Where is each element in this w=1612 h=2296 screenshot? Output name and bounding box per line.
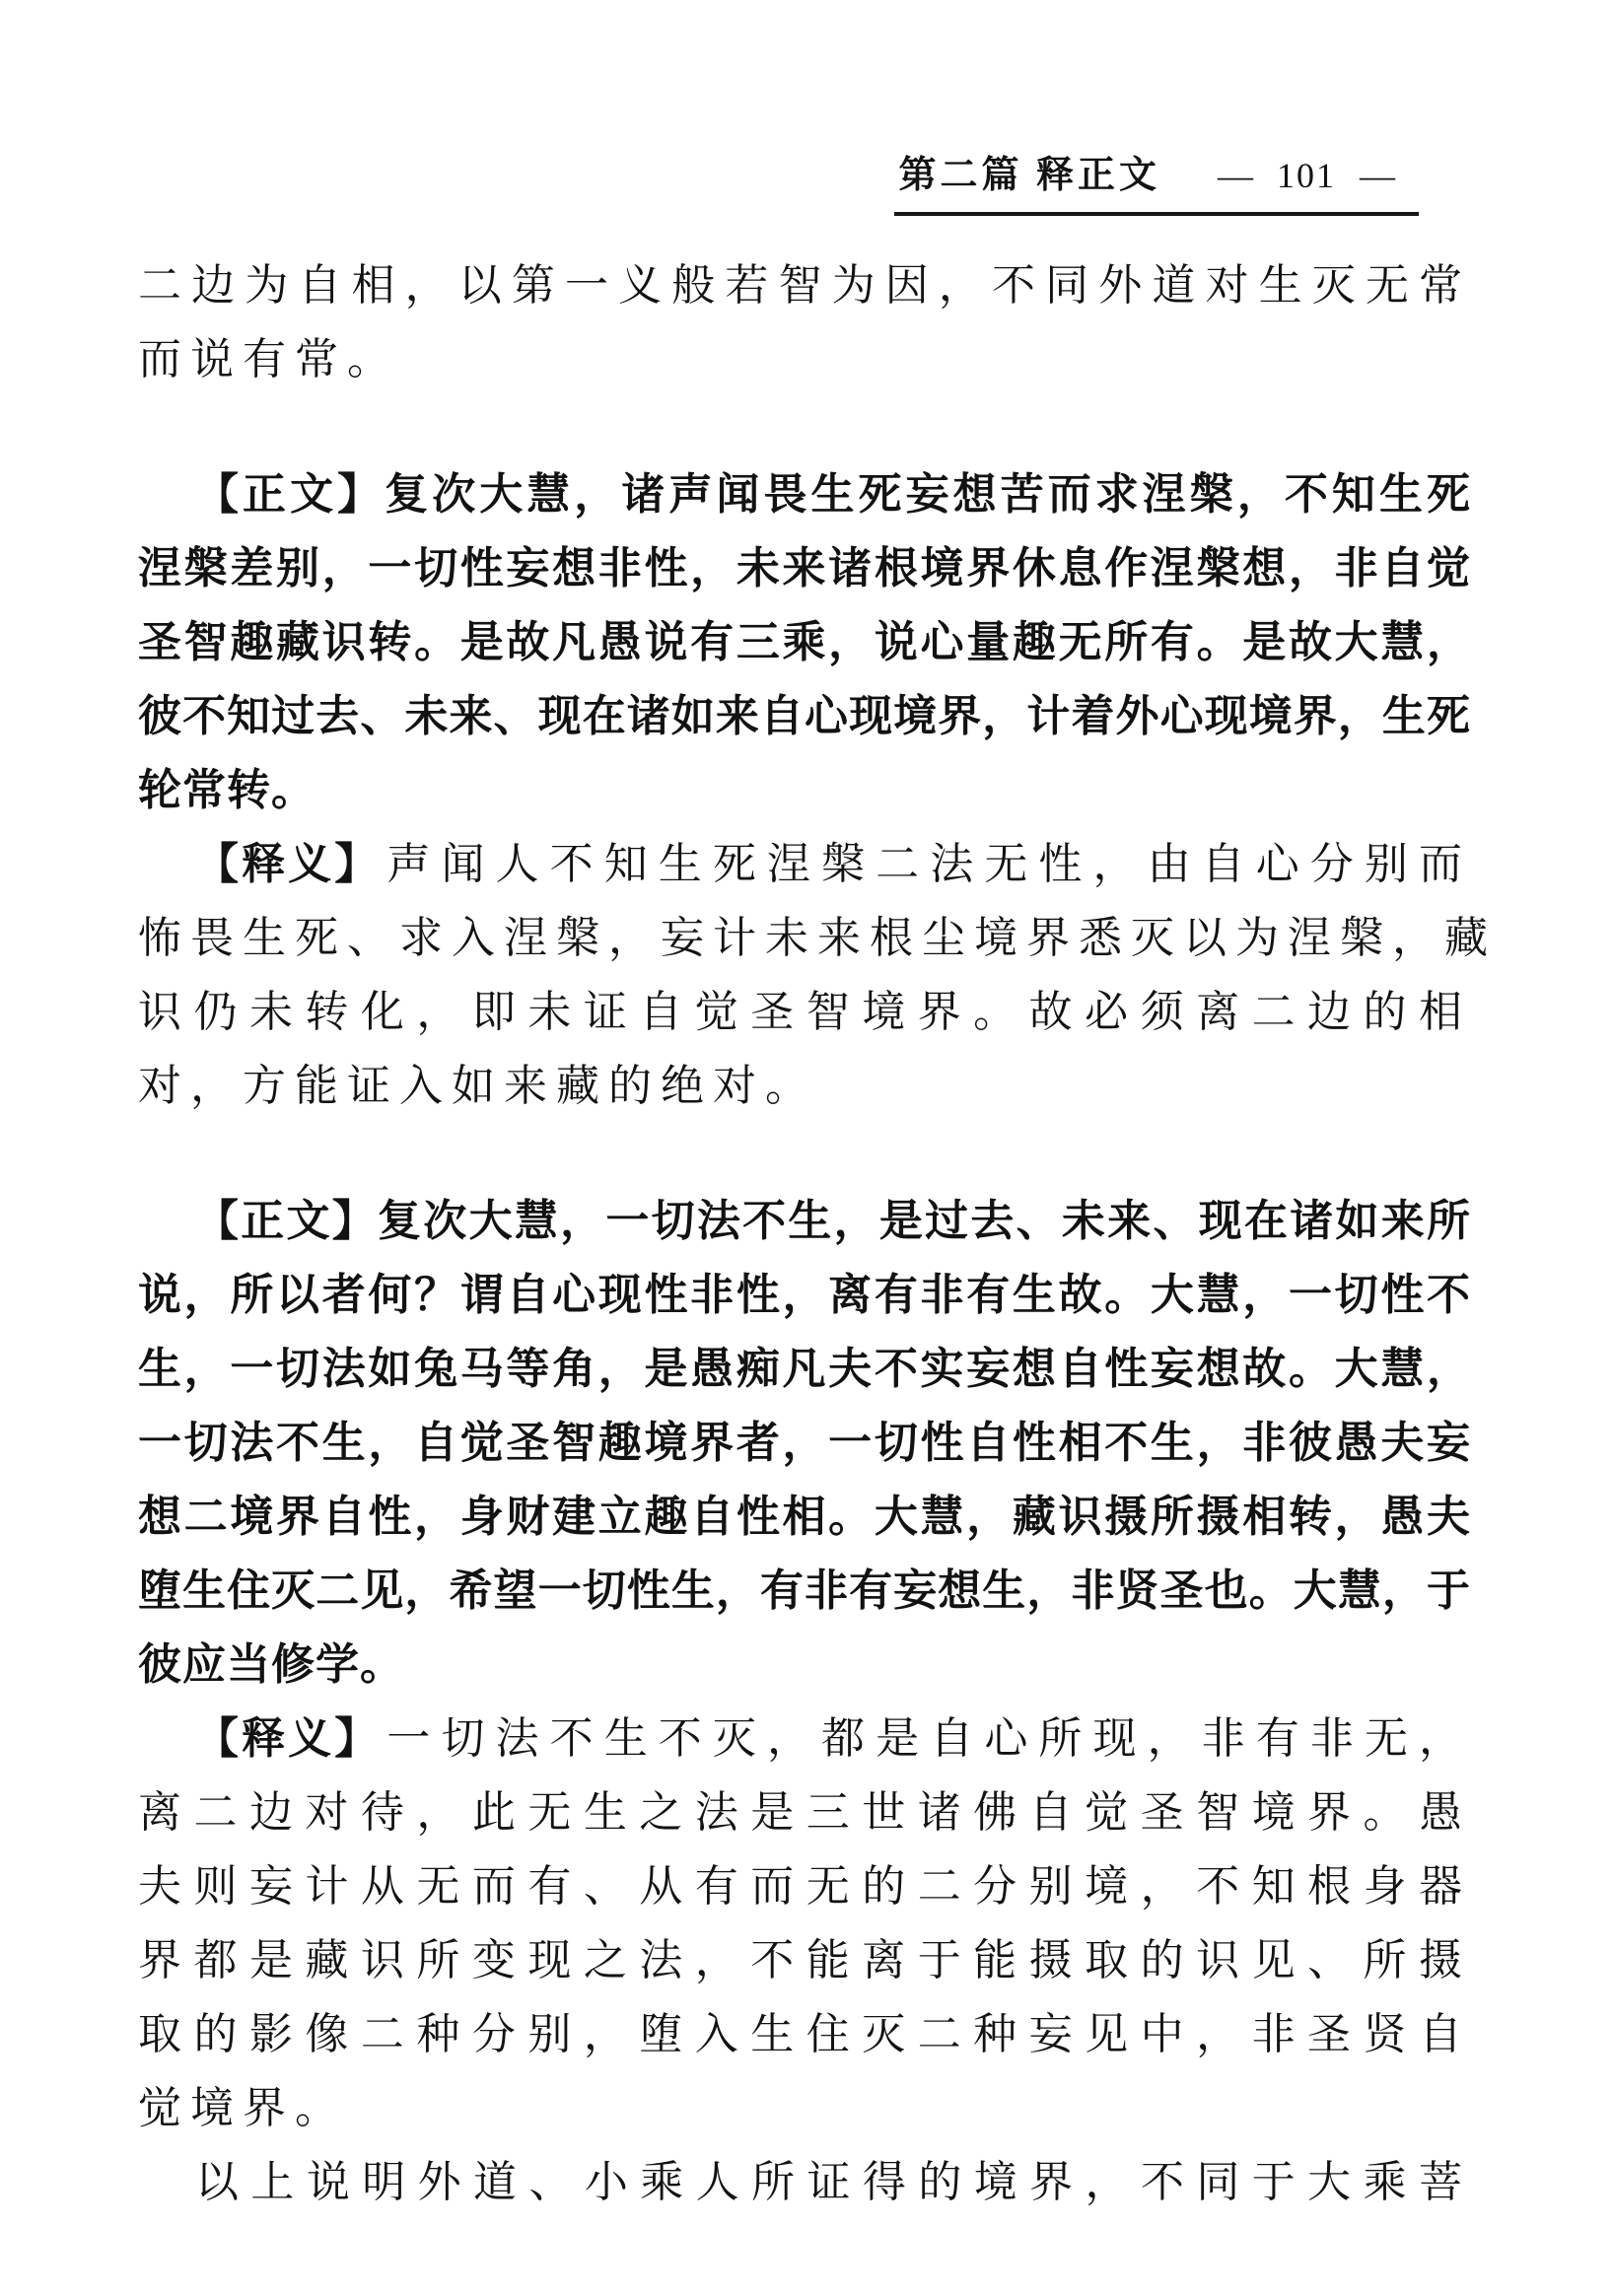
text-line-content: 觉境界。 (138, 2084, 347, 2132)
text-line-content: 涅槃差别，一切性妄想非性，未来诸根境界休息作涅槃想，非自觉 (138, 544, 1471, 592)
text-line (138, 1480, 1471, 1554)
text-line (138, 679, 1471, 753)
text-line (138, 1332, 1471, 1406)
text-line-content: 识仍未转化，即未证自觉圣智境界。故必须离二边的相 (138, 988, 1471, 1036)
text-line (138, 531, 1471, 605)
text-line-content: 离二边对待，此无生之法是三世诸佛自觉圣智境界。愚 (138, 1788, 1471, 1837)
text-line-content: 复次大慧，一切法不生，是过去、未来、现在诸如来所 (378, 1197, 1472, 1245)
text-line (138, 827, 1471, 901)
text-body (138, 248, 1497, 2219)
text-line (138, 322, 1471, 396)
text-line (138, 1775, 1471, 1849)
text-line (138, 2071, 1471, 2145)
running-header (894, 144, 1419, 216)
text-line (138, 248, 1471, 322)
paragraph-label: 【正文】 (195, 470, 385, 519)
text-line-content: 圣智趣藏识转。是故凡愚说有三乘，说心量趣无所有。是故大慧， (138, 618, 1471, 666)
text-line (138, 901, 1497, 975)
text-line-content: 一切法不生，自觉圣智趣境界者，一切性自性相不生，非彼愚夫妄 (138, 1419, 1471, 1467)
header-dash-left: — (1218, 156, 1253, 195)
paragraph-zhengwen (138, 457, 1471, 827)
header-dash-right: — (1360, 156, 1395, 195)
text-line-content: 堕生住灭二见，希望一切性生，有非有妄想生，非贤圣也。大慧，于 (138, 1566, 1471, 1615)
text-line (138, 1849, 1471, 1923)
text-line (138, 1258, 1471, 1332)
text-line-content: 以上说明外道、小乘人所证得的境界，不同于大乘菩 (195, 2158, 1471, 2206)
text-line-content: 复次大慧，诸声闻畏生死妄想苦而求涅槃，不知生死 (385, 470, 1472, 519)
text-line-content: 对，方能证入如来藏的绝对。 (138, 1062, 817, 1110)
paragraph-label: 【释义】 (195, 1714, 382, 1763)
text-line (138, 1184, 1471, 1258)
text-line (138, 1406, 1471, 1480)
text-line (138, 975, 1471, 1049)
header-section-title: 第二篇 释正文 (898, 155, 1160, 196)
text-line-content: 轮常转。 (138, 766, 315, 814)
text-line (138, 457, 1471, 531)
header-page-number: 101 (1277, 156, 1336, 195)
paragraph-plain (138, 248, 1471, 396)
paragraph-shiyi (138, 1702, 1471, 2145)
text-line-content: 而说有常。 (138, 335, 399, 383)
text-line (138, 753, 1471, 827)
paragraph-label: 【释义】 (195, 840, 382, 888)
paragraph-shiyi (138, 827, 1497, 1123)
paragraph-plain (138, 2145, 1471, 2219)
text-line-content: 彼应当修学。 (138, 1640, 404, 1689)
text-line (138, 1997, 1471, 2071)
text-line-content: 声闻人不知生死涅槃二法无性，由自心分别而 (386, 840, 1472, 888)
header-rule (894, 144, 1419, 216)
paragraph-zhengwen (138, 1184, 1471, 1702)
text-line-content: 说，所以者何？谓自心现性非性，离有非有生故。大慧，一切性不 (138, 1271, 1471, 1319)
text-line (138, 2145, 1471, 2219)
text-line-content: 取的影像二种分别，堕入生住灭二种妄见中，非圣贤自 (138, 2010, 1471, 2058)
paragraph-label: 【正文】 (195, 1197, 379, 1245)
text-line (138, 1049, 1471, 1123)
text-line-content: 一切法不生不灭，都是自心所现，非有非无， (386, 1714, 1472, 1763)
text-line-content: 界都是藏识所变现之法，不能离于能摄取的识见、所摄 (138, 1936, 1471, 1984)
text-line-content: 夫则妄计从无而有、从有而无的二分别境，不知根身器 (138, 1862, 1471, 1911)
text-line (138, 605, 1471, 679)
text-line (138, 1628, 1471, 1702)
text-line-content: 二边为自相，以第一义般若智为因，不同外道对生灭无常 (138, 261, 1471, 310)
text-line-content: 想二境界自性，身财建立趣自性相。大慧，藏识摄所摄相转，愚夫 (138, 1493, 1471, 1541)
text-line (138, 1702, 1471, 1775)
text-line-content: 怖畏生死、求入涅槃，妄计未来根尘境界悉灭以为涅槃，藏 (138, 914, 1497, 962)
text-line-content: 生，一切法如兔马等角，是愚痴凡夫不实妄想自性妄想故。大慧， (138, 1345, 1471, 1393)
text-line (138, 1554, 1471, 1628)
text-line-content: 彼不知过去、未来、现在诸如来自心现境界，计着外心现境界，生死 (138, 692, 1471, 740)
text-line (138, 1923, 1471, 1997)
